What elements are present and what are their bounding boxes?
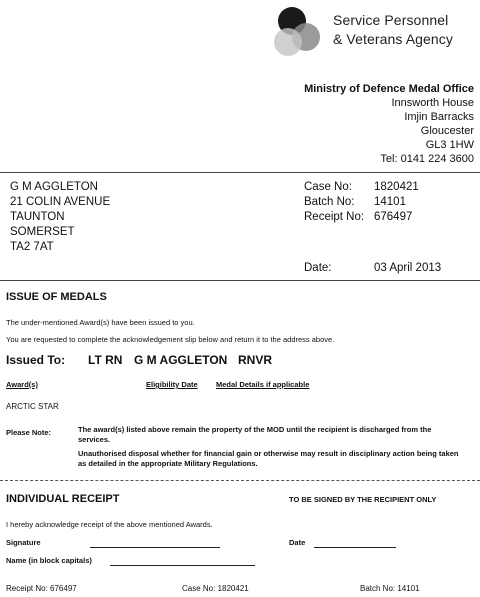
note-text-1: The award(s) listed above remain the property of the MOD until the recipient is discharged from the services.: [78, 425, 432, 444]
issued-to-label: Issued To:: [6, 353, 66, 367]
column-details: Medal Details if applicable: [216, 380, 310, 389]
date-line[interactable]: [314, 547, 396, 548]
award-item: ARCTIC STAR: [6, 402, 59, 411]
signature-line[interactable]: [90, 547, 220, 548]
name-line[interactable]: [110, 565, 255, 566]
footer-receipt-no: Receipt No: 676497: [6, 584, 77, 593]
address-line-4: SOMERSET: [10, 226, 75, 238]
address-line-3: TAUNTON: [10, 211, 65, 223]
signed-by-note: TO BE SIGNED BY THE RECIPIENT ONLY: [289, 495, 437, 504]
address-line-1: G M AGGLETON: [10, 181, 98, 193]
signature-label: Signature: [6, 538, 41, 547]
receipt-title: INDIVIDUAL RECEIPT: [6, 493, 120, 505]
office-name: Ministry of Defence Medal Office: [304, 83, 474, 95]
logo-text-line2: & Veterans Agency: [333, 31, 454, 47]
address-line-2: 21 COLIN AVENUE: [10, 196, 111, 208]
office-tel: Tel: 0141 224 3600: [380, 153, 474, 165]
office-line-3: Gloucester: [420, 125, 474, 137]
issue-title: ISSUE OF MEDALS: [6, 291, 107, 303]
address-line-5: TA2 7AT: [10, 241, 54, 253]
office-address: [304, 82, 474, 166]
agency-logo: [270, 4, 330, 60]
name-label: Name (in block capitals): [6, 556, 92, 565]
footer-batch-no: Batch No: 14101: [360, 584, 420, 593]
recipient-address: [10, 180, 110, 255]
header-divider: [0, 172, 480, 173]
date-field-label: Date: [289, 538, 306, 547]
issued-name: G M AGGLETON: [134, 353, 228, 367]
batch-value: 14101: [374, 196, 406, 208]
logo-text-line1: Service Personnel: [333, 12, 449, 28]
acknowledge-text: I hereby acknowledge receipt of the above mentioned Awards.: [6, 520, 213, 529]
footer-case-no: Case No: 1820421: [182, 584, 249, 593]
tear-off-line: [0, 480, 480, 481]
date-row: [304, 262, 441, 274]
receipt-label: Receipt No:: [304, 211, 365, 223]
address-divider: [0, 280, 480, 281]
office-line-1: Innsworth House: [391, 97, 474, 109]
case-value: 1820421: [374, 181, 419, 193]
issued-service: RNVR: [238, 353, 273, 367]
reference-block: [304, 180, 419, 225]
case-label: Case No:: [304, 181, 352, 193]
office-line-4: GL3 1HW: [425, 139, 474, 151]
issued-rank: LT RN: [88, 353, 123, 367]
date-label: Date:: [304, 262, 332, 274]
column-awards: Award(s): [6, 380, 38, 389]
issue-para-2: You are requested to complete the acknowledgement slip below and return it to the address above.: [6, 335, 335, 344]
column-eligibility: Eligibility Date: [146, 380, 198, 389]
batch-label: Batch No:: [304, 196, 355, 208]
logo-circle-light: [274, 28, 302, 56]
note-label: Please Note:: [6, 428, 52, 437]
issue-para-1: The under-mentioned Award(s) have been issued to you.: [6, 318, 195, 327]
office-line-2: Imjin Barracks: [404, 111, 474, 123]
date-value: 03 April 2013: [374, 262, 442, 274]
note-text-2: Unauthorised disposal whether for financial gain or otherwise may result in disciplinary action being taken as detailed in the appropriate Military Regulations.: [78, 449, 459, 468]
receipt-value: 676497: [374, 211, 413, 223]
